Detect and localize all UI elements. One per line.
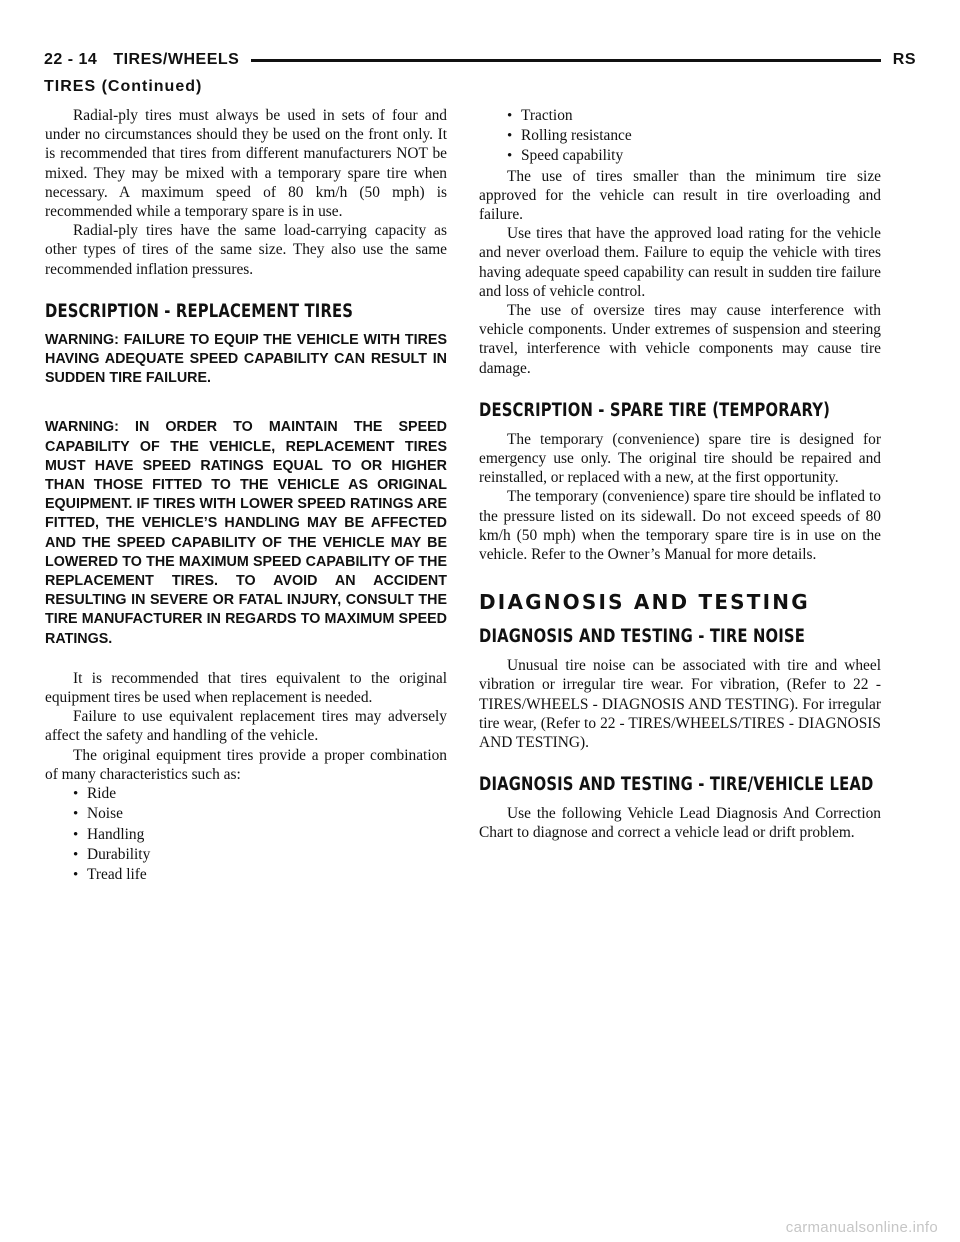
- list-item-text: Traction: [521, 107, 573, 124]
- paragraph-tire-noise: Unusual tire noise can be associated with tire and wheel vibration or irregular tire wear. For vibration, (Refer to 22 - TIRES/WHEELS - DIAGNOSIS AND TESTING). For irregular tire wear, (Refer to 22 - TIRES/WHEELS/TIRES - DIAGNOSIS AND TESTING).: [479, 657, 881, 752]
- manual-code: RS: [892, 51, 916, 68]
- intro-paragraph-2: Radial-ply tires have the same load-carrying capacity as other types of tires of the same size. They also use the same recommended inflation pressures.: [45, 222, 447, 278]
- bullet-icon: •: [73, 786, 79, 803]
- header-rule: [251, 59, 880, 62]
- list-item: [73, 825, 447, 845]
- bullet-icon: •: [507, 108, 513, 124]
- bullet-icon: •: [507, 128, 513, 145]
- heading-replacement-tires: DESCRIPTION - REPLACEMENT TIRES: [45, 300, 354, 322]
- list-item: [73, 804, 447, 824]
- warning-speed-ratings: WARNING: IN ORDER TO MAINTAIN THE SPEED CAPABILITY OF THE VEHICLE, REPLACEMENT TIRES MUST HAVE SPEED RATINGS EQUAL TO OR HIGHER THAN THOSE FITTED TO THE VEHICLE AS ORIGINAL EQUIPMENT. IF TIRES WITH LOWER SPEED RATINGS ARE FITTED, THE VEHICLE’S HANDLING MAY BE AFFECTED AND THE SPEED CAPABILITY OF THE VEHICLE MAY BE LOWERED TO THE MAXIMUM SPEED CAPABILITY OF THE REPLACEMENT TIRES. TO AVOID AN ACCIDENT RESULTING IN SEVERE OR FATAL INJURY, CONSULT THE TIRE MANUFACTURER IN REGARDS TO MAXIMUM SPEED RATINGS.: [45, 419, 447, 647]
- list-item: [73, 784, 447, 804]
- paragraph-oversize-tires: The use of oversize tires may cause interference with vehicle components. Under extremes of suspension and steering travel, interference with vehicle components may cause tire damage.: [479, 302, 881, 377]
- heading-diagnosis-testing: DIAGNOSIS AND TESTING: [479, 590, 810, 615]
- characteristics-list: [45, 784, 447, 885]
- list-item-text: Durability: [87, 845, 151, 863]
- warning-speed-capability: WARNING: FAILURE TO EQUIP THE VEHICLE WITH TIRES HAVING ADEQUATE SPEED CAPABILITY CAN RESULT IN SUDDEN TIRE FAILURE.: [45, 331, 447, 387]
- paragraph-failure: Failure to use equivalent replacement tires may adversely affect the safety and handling of the vehicle.: [45, 708, 447, 745]
- list-item: [507, 126, 881, 146]
- paragraph-spare-2: The temporary (convenience) spare tire should be inflated to the pressure listed on its sidewall. Do not exceed speeds of 80 km/h (50 mph) when the temporary spare tire is in use on the vehicle. Refer to the Owner’s Manual for more details.: [479, 488, 881, 564]
- list-item-text: Rolling resistance: [521, 127, 632, 145]
- list-item: [507, 106, 881, 126]
- list-item-text: Noise: [87, 805, 123, 823]
- continued-title: TIRES (Continued): [44, 78, 203, 95]
- paragraph-equivalent-tires: It is recommended that tires equivalent to the original equipment tires be used when replacement is needed.: [45, 669, 447, 707]
- heading-tire-noise: DIAGNOSIS AND TESTING - TIRE NOISE: [479, 626, 806, 648]
- list-item-text: Handling: [87, 825, 145, 843]
- bullet-icon: •: [507, 148, 513, 165]
- list-item: [73, 845, 447, 865]
- page-number: 22 - 14: [44, 51, 98, 68]
- paragraph-smaller-tires: The use of tires smaller than the minimum tire size approved for the vehicle can result in tire overloading and failure.: [479, 167, 881, 224]
- list-item: [73, 865, 447, 885]
- characteristics-list-continued: [479, 106, 881, 167]
- paragraph-vehicle-lead: Use the following Vehicle Lead Diagnosis And Correction Chart to diagnose and correct a vehicle lead or drift problem.: [479, 805, 881, 842]
- bullet-icon: •: [73, 846, 79, 863]
- list-item-text: Speed capability: [521, 147, 624, 165]
- paragraph-spare-1: The temporary (convenience) spare tire is designed for emergency use only. The original tire should be repaired and reinstalled, or replaced with a new, at the first opportunity.: [479, 430, 881, 487]
- bullet-icon: •: [73, 826, 79, 843]
- paragraph-original-equipment: The original equipment tires provide a proper combination of many characteristics such as:: [45, 746, 447, 783]
- heading-spare-tire: DESCRIPTION - SPARE TIRE (TEMPORARY): [479, 399, 831, 421]
- list-item-text: Tread life: [87, 865, 147, 883]
- right-column: [479, 106, 881, 843]
- heading-vehicle-lead: DIAGNOSIS AND TESTING - TIRE/VEHICLE LEAD: [479, 774, 874, 796]
- page-header: [44, 47, 916, 73]
- list-item-text: Ride: [87, 785, 117, 803]
- left-column: [45, 106, 447, 885]
- section-title: TIRES/WHEELS: [113, 51, 240, 68]
- list-item: [507, 146, 881, 166]
- paragraph-load-rating: Use tires that have the approved load rating for the vehicle and never overload them. Failure to equip the vehicle with tires having adequate speed capability can result in sudden tire failure and loss of vehicle control.: [479, 225, 881, 300]
- watermark: carmanualsonline.info: [785, 1219, 938, 1236]
- intro-paragraph-1: Radial-ply tires must always be used in sets of four and under no circumstances should they be used on the front only. It is recommended that tires from different manufacturers NOT be mixed. They may be mixed with a temporary spare tire when necessary. A maximum speed of 80 km/h (50 mph) is recommended while a temporary spare is in use.: [45, 107, 447, 221]
- bullet-icon: •: [73, 806, 79, 823]
- bullet-icon: •: [73, 866, 79, 883]
